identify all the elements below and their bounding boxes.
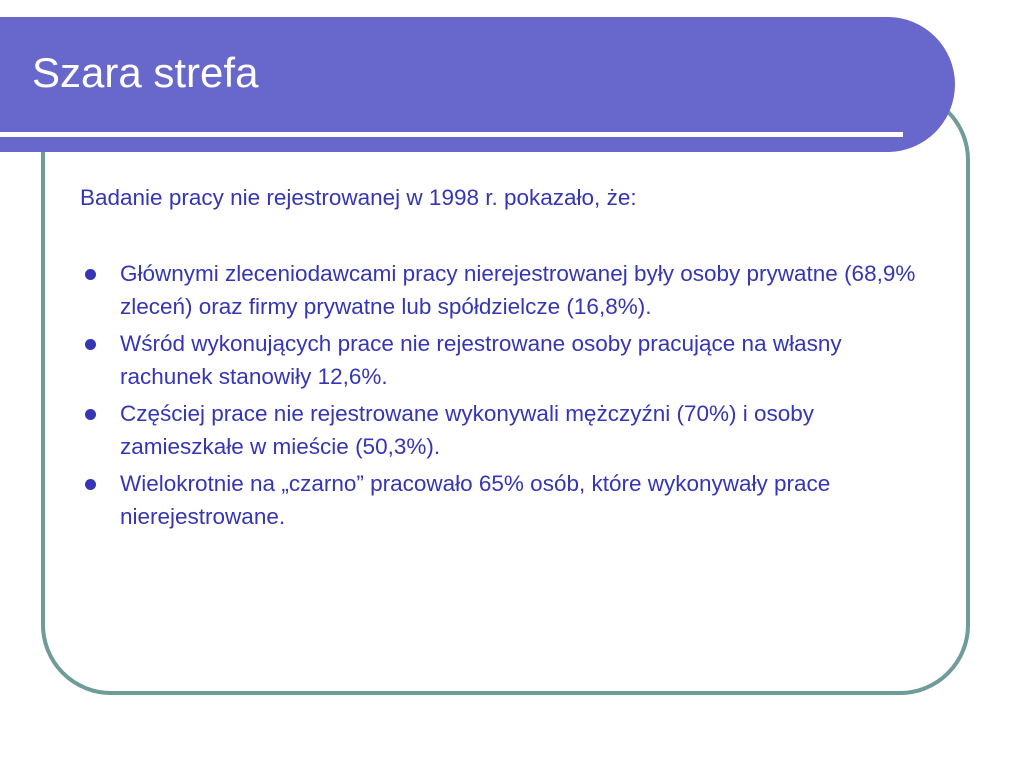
title-underline [0,132,903,137]
bullet-dot-icon [85,479,96,490]
bullet-text: Wielokrotnie na „czarno” pracowało 65% osób, które wykonywały prace nierejestrowane. [120,471,831,529]
bullet-text: Częściej prace nie rejestrowane wykonywali mężczyźni (70%) i osoby zamieszkałe w mieście (50,3%). [120,401,815,459]
bullet-item [80,327,920,393]
bullet-text: Wśród wykonujących prace nie rejestrowane osoby pracujące na własny rachunek stanowiły 12,6%. [120,331,842,389]
bullet-list [80,257,920,537]
bullet-dot-icon [85,339,96,350]
bullet-item [80,467,920,533]
bullet-dot-icon [85,269,96,280]
slide-title: Szara strefa [32,49,259,96]
bullet-item [80,397,920,463]
bullet-dot-icon [85,409,96,420]
bullet-item [80,257,920,323]
bullet-text: Głównymi zleceniodawcami pracy nierejestrowanej były osoby prywatne (68,9% zleceń) oraz firmy prywatne lub spółdzielcze (16,8%). [120,261,916,319]
intro-text: Badanie pracy nie rejestrowanej w 1998 r. pokazało, że: [80,185,637,210]
